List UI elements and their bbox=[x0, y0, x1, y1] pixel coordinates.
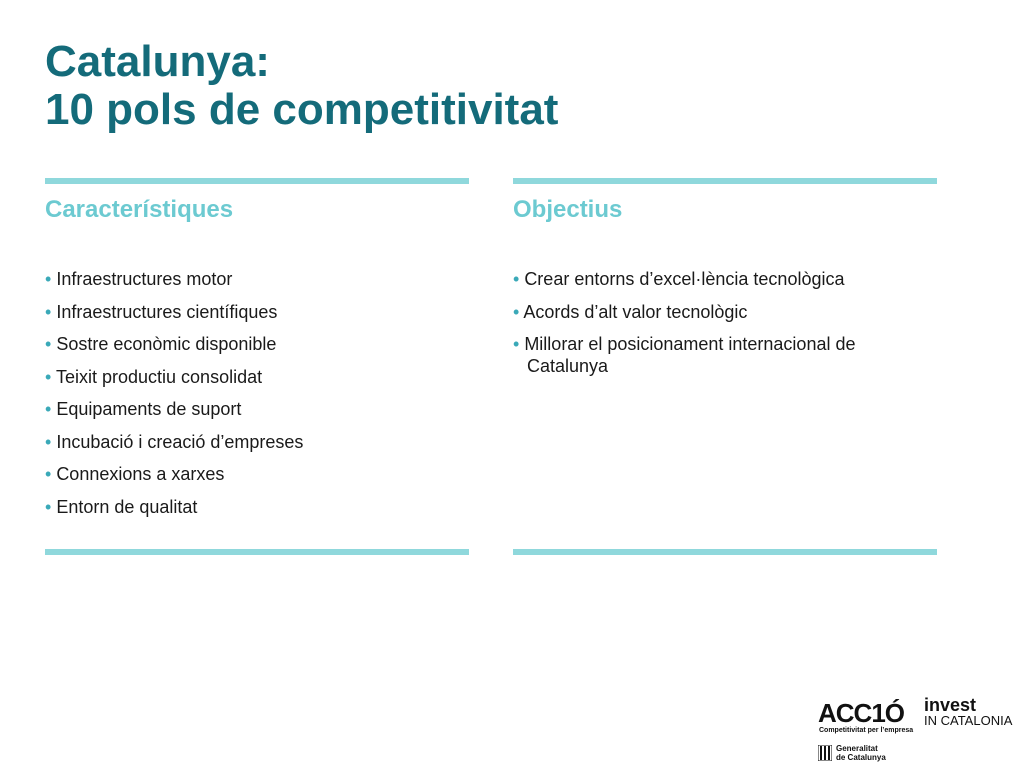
bullet-icon: • bbox=[513, 269, 525, 289]
page-title bbox=[45, 38, 558, 134]
generalitat-text: Generalitat de Catalunya bbox=[836, 744, 886, 762]
bullet-icon: • bbox=[45, 366, 56, 387]
left-top-rule bbox=[45, 178, 469, 184]
title-line-2: 10 pols de competitivitat bbox=[45, 85, 559, 134]
invest-logo: invest bbox=[924, 695, 977, 715]
left-heading: Característiques bbox=[45, 196, 234, 223]
list-item: • Connexions a xarxes bbox=[45, 464, 225, 484]
list-item: • Crear entorns d’excel·lència tecnològica bbox=[513, 269, 845, 289]
title-line-1: Catalunya: bbox=[45, 37, 270, 86]
bullet-icon: • bbox=[513, 334, 525, 354]
list-item: • Millorar el posicionament internacional de Catalunya bbox=[513, 334, 856, 376]
generalitat-emblem-icon bbox=[818, 745, 832, 761]
list-item: • Infraestructures científiques bbox=[45, 301, 278, 322]
acc10-tagline: Competitivitat per l’empresa bbox=[819, 727, 914, 734]
right-heading: Objectius bbox=[513, 196, 623, 223]
bullet-icon: • bbox=[45, 334, 57, 354]
list-item: • Infraestructures motor bbox=[45, 269, 233, 289]
list-item: • Teixit productiu consolidat bbox=[45, 366, 263, 387]
logo-area bbox=[818, 695, 1024, 768]
left-list bbox=[45, 268, 485, 528]
bullet-icon: • bbox=[45, 301, 57, 322]
list-item: • Sostre econòmic disponible bbox=[45, 334, 277, 354]
list-item: • Incubació i creació d’empreses bbox=[45, 431, 304, 452]
list-item: • Entorn de qualitat bbox=[45, 496, 198, 517]
list-item: • Acords d’alt valor tecnològic bbox=[513, 301, 748, 322]
right-bottom-rule bbox=[513, 549, 937, 555]
bullet-icon: • bbox=[45, 399, 57, 419]
right-top-rule bbox=[513, 178, 937, 184]
in-catalonia-text: IN CATALONIA bbox=[924, 713, 1013, 728]
bullet-icon: • bbox=[45, 464, 57, 484]
left-bottom-rule bbox=[45, 549, 469, 555]
bullet-icon: • bbox=[45, 431, 57, 452]
acc10-logo: ACC1Ó bbox=[818, 698, 905, 728]
generalitat-logo bbox=[818, 744, 938, 764]
bullet-icon: • bbox=[45, 496, 57, 517]
right-list bbox=[513, 268, 913, 388]
bullet-icon: • bbox=[45, 269, 57, 289]
list-item: • Equipaments de suport bbox=[45, 399, 242, 419]
bullet-icon: • bbox=[513, 301, 524, 322]
